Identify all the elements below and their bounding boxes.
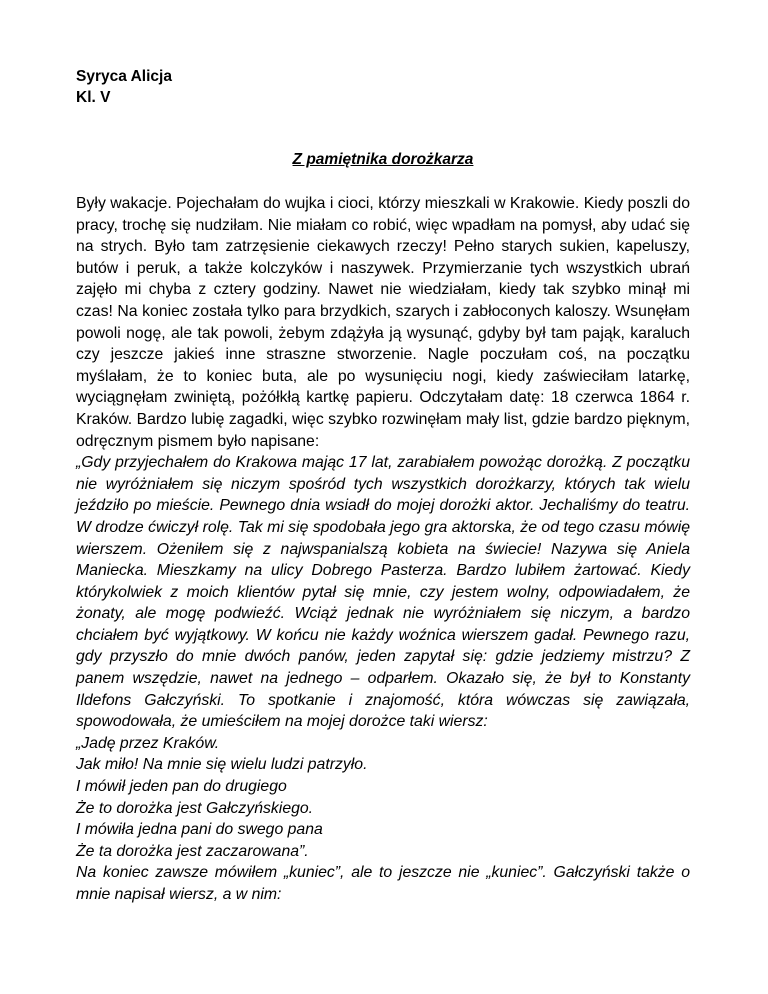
poem-line: I mówiła jedna pani do swego pana	[76, 821, 323, 839]
poem-line: Jak miło! Na mnie się wielu ludzi patrzyło.	[76, 756, 368, 774]
poem-line: Że ta dorożka jest zaczarowana”.	[76, 842, 309, 860]
closing-paragraph: Na koniec zawsze mówiłem „kuniec”, ale to jeszcze nie „kuniec”. Gałczyński także o mnie napisał wiersz, a w nim:	[76, 864, 690, 903]
poem-line: I mówił jeden pan do drugiego	[76, 778, 287, 796]
letter-paragraph: „Gdy przyjechałem do Krakowa mając 17 lat, zarabiałem powożąc dorożką. Z początku nie wyróżniałem się niczym spośród tych wszystkich dorożkarzy, których tak wielu jeździło po mieście. Pewnego dnia wsiadł do mojej dorożki aktor. Jechaliśmy do teatru. W drodze ćwiczył rolę. Tak mi się spodobała jego gra aktorska, że od tego czasu mówię wierszem. Ożeniłem się z najwspanialszą kobieta na świecie! Nazywa się Aniela Maniecka. Mieszkamy na ulicy Dobrego Pasterza. Bardzo lubiłem żartować. Kiedy którykolwiek z moich klientów pytał się mnie, czy jestem wolny, odpowiadałem, że żonaty, ale mogę podwieźć. Wciąż jednak nie wyróżniałem się niczym, a bardzo chciałem być wyjątkowy. W końcu nie każdy woźnica wierszem gadał. Pewnego razu, gdy przyszło do mnie dwóch panów, jeden zapytał się: gdzie jedziemy mistrzu? Z panem wszędzie, nawet na jednego – odparłem. Okazało się, że był to Konstanty Ildefons Gałczyński. To spotkanie i znajomość, która wówczas się zawiązała, spowodowała, że umieściłem na mojej dorożce taki wiersz:	[76, 454, 690, 731]
poem-line: „Jadę przez Kraków.	[76, 734, 220, 752]
document-body	[76, 193, 690, 906]
document-title: Z pamiętnika dorożkarza	[292, 151, 474, 168]
author-class: Kl. V	[76, 89, 111, 106]
author-name: Syryca Alicja	[76, 68, 172, 85]
intro-paragraph: Były wakacje. Pojechałam do wujka i cioci, którzy mieszkali w Krakowie. Kiedy poszli do pracy, trochę się nudziłam. Nie miałam co robić, więc wpadłam na pomysł, aby udać się na strych. Było tam zatrzęsienie ciekawych rzeczy! Pełno starych sukien, kapeluszy, butów i peruk, a także kolczyków i naszywek. Przymierzanie tych wszystkich ubrań zajęło mi chyba z cztery godziny. Nawet nie wiedziałam, kiedy tak szybko minął mi czas! Na koniec została tylko para brzydkich, szarych i zabłoconych kaloszy. Wsunęłam powoli nogę, ale tak powoli, żebym zdążyła ją wysunąć, gdyby był tam pająk, karaluch czy jeszcze jakieś inne straszne stworzenie. Nagle poczułam coś, na początku myślałam, że to koniec buta, ale po wysunięciu nogi, kiedy zaświeciłam latarkę, wyciągnęłam zwiniętą, pożółkłą kartkę papieru. Odczytałam datę: 18 czerwca 1864 r. Kraków. Bardzo lubię zagadki, więc szybko rozwinęłam mały list, gdzie bardzo pięknym, odręcznym pismem było napisane:	[76, 195, 690, 450]
poem-line: Że to dorożka jest Gałczyńskiego.	[76, 799, 314, 817]
poem	[76, 733, 690, 863]
